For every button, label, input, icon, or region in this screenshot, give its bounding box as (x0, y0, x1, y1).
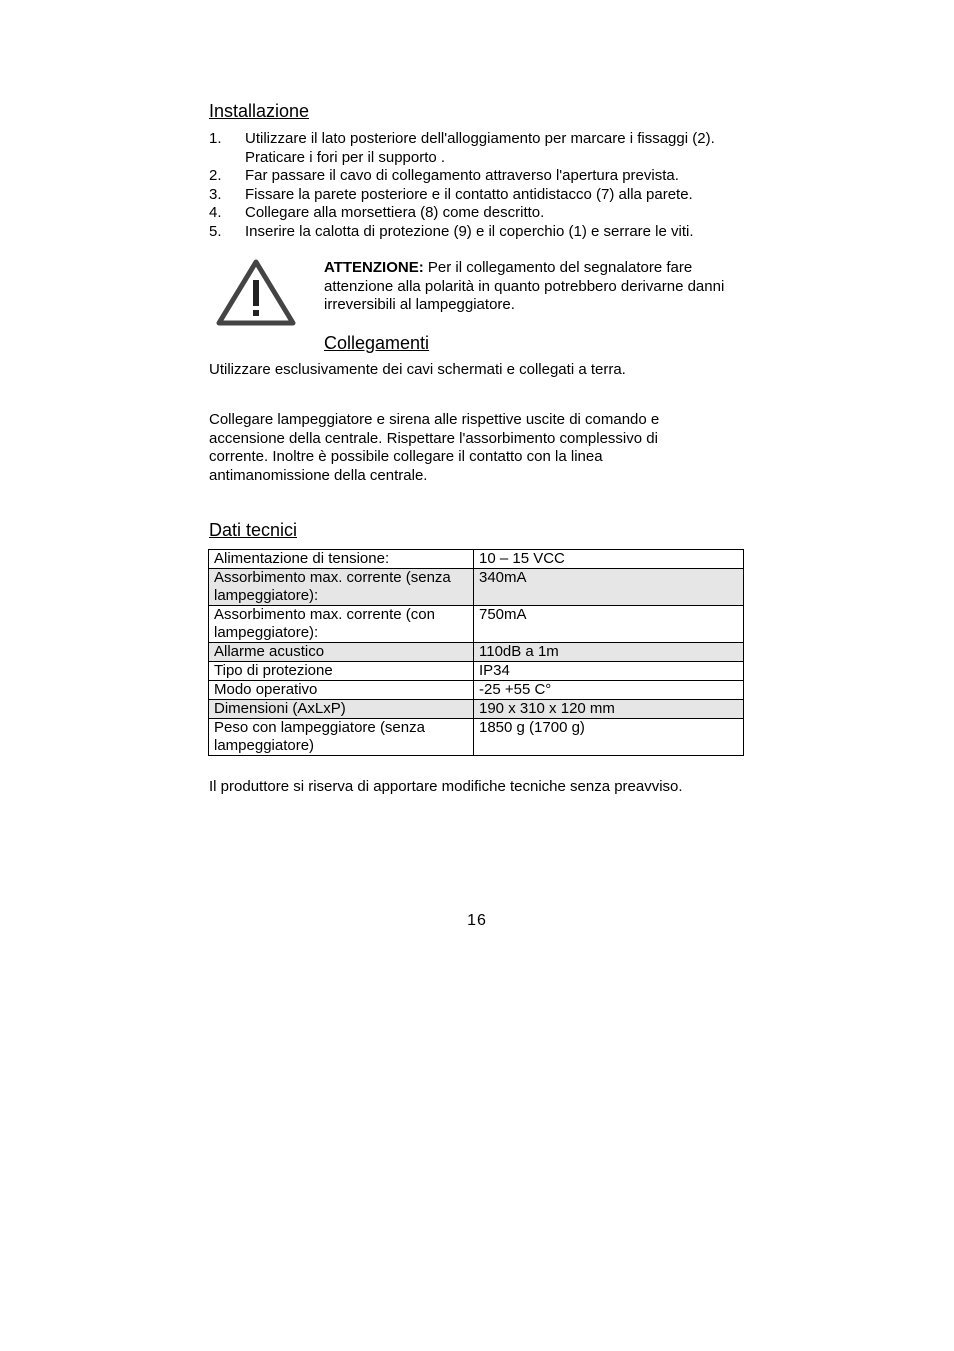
step-text: Utilizzare il lato posteriore dell'alloggiamento per marcare i fissaggi (2). Praticare i fori per il supporto . (245, 130, 715, 166)
page-number: 16 (467, 912, 487, 929)
table-row (209, 550, 744, 569)
spec-key: Peso con lampeggiatore (senza lampeggiatore) (209, 719, 474, 756)
table-row (209, 681, 744, 700)
collegamenti-paragraph-1: Utilizzare esclusivamente dei cavi schermati e collegati a terra. (209, 361, 626, 378)
spec-key: Modo operativo (209, 681, 474, 700)
table-row (209, 569, 744, 606)
warning-triangle-icon (216, 258, 296, 326)
table-row (209, 643, 744, 662)
step-text: Fissare la parete posteriore e il contatto antidistacco (7) alla parete. (245, 185, 693, 203)
installazione-heading: Installazione (209, 101, 310, 121)
list-item (209, 167, 749, 186)
installation-steps-list (209, 130, 749, 241)
spec-value: 10 – 15 VCC (474, 550, 744, 569)
step-number: 2. (209, 167, 222, 184)
spec-value: 1850 g (1700 g) (474, 719, 744, 756)
list-item (209, 130, 749, 167)
list-item (209, 204, 749, 223)
step-text: Collegare alla morsettiera (8) come descritto. (245, 204, 545, 221)
warning-note (324, 259, 734, 315)
spec-key: Assorbimento max. corrente (con lampeggiatore): (209, 606, 474, 643)
spec-key: Dimensioni (AxLxP) (209, 700, 474, 719)
spec-value: IP34 (474, 662, 744, 681)
step-number: 1. (209, 130, 222, 147)
spec-value: 190 x 310 x 120 mm (474, 700, 744, 719)
dati-tecnici-heading: Dati tecnici (209, 520, 298, 540)
spec-value: 340mA (474, 569, 744, 606)
spec-key: Alimentazione di tensione: (209, 550, 474, 569)
table-row (209, 662, 744, 681)
step-number: 3. (209, 185, 222, 203)
table-row (209, 700, 744, 719)
technical-data-table (208, 549, 744, 756)
collegamenti-paragraph-2: Collegare lampeggiatore e sirena alle rispettive uscite di comando e accensione della centrale. Rispettare l'assorbimento complessivo di corrente. Inoltre è possibile collegare il contatto con la linea antimanomissione della centrale. (209, 411, 660, 484)
spec-key: Assorbimento max. corrente (senza lampeggiatore): (209, 569, 474, 606)
list-item (209, 186, 749, 205)
warning-text: Per il collegamento del segnalatore fare attenzione alla polarità in quanto potrebbero derivarne danni irreversibili al lampeggiatore. (324, 259, 725, 313)
footer-note: Il produttore si riserva di apportare modifiche tecniche senza preavviso. (209, 778, 683, 795)
step-number: 4. (209, 204, 222, 221)
step-text: Inserire la calotta di protezione (9) e il coperchio (1) e serrare le viti. (245, 222, 694, 240)
collegamenti-heading: Collegamenti (324, 333, 430, 353)
table-row (209, 606, 744, 643)
spec-key: Allarme acustico (209, 643, 474, 662)
step-text: Far passare il cavo di collegamento attraverso l'apertura prevista. (245, 167, 679, 184)
warning-label: ATTENZIONE: (324, 259, 424, 276)
list-item (209, 223, 749, 242)
spec-value: -25 +55 C° (474, 681, 744, 700)
spec-key: Tipo di protezione (209, 662, 474, 681)
spec-value: 750mA (474, 606, 744, 643)
table-row (209, 719, 744, 756)
spec-value: 110dB a 1m (474, 643, 744, 662)
step-number: 5. (209, 222, 222, 240)
